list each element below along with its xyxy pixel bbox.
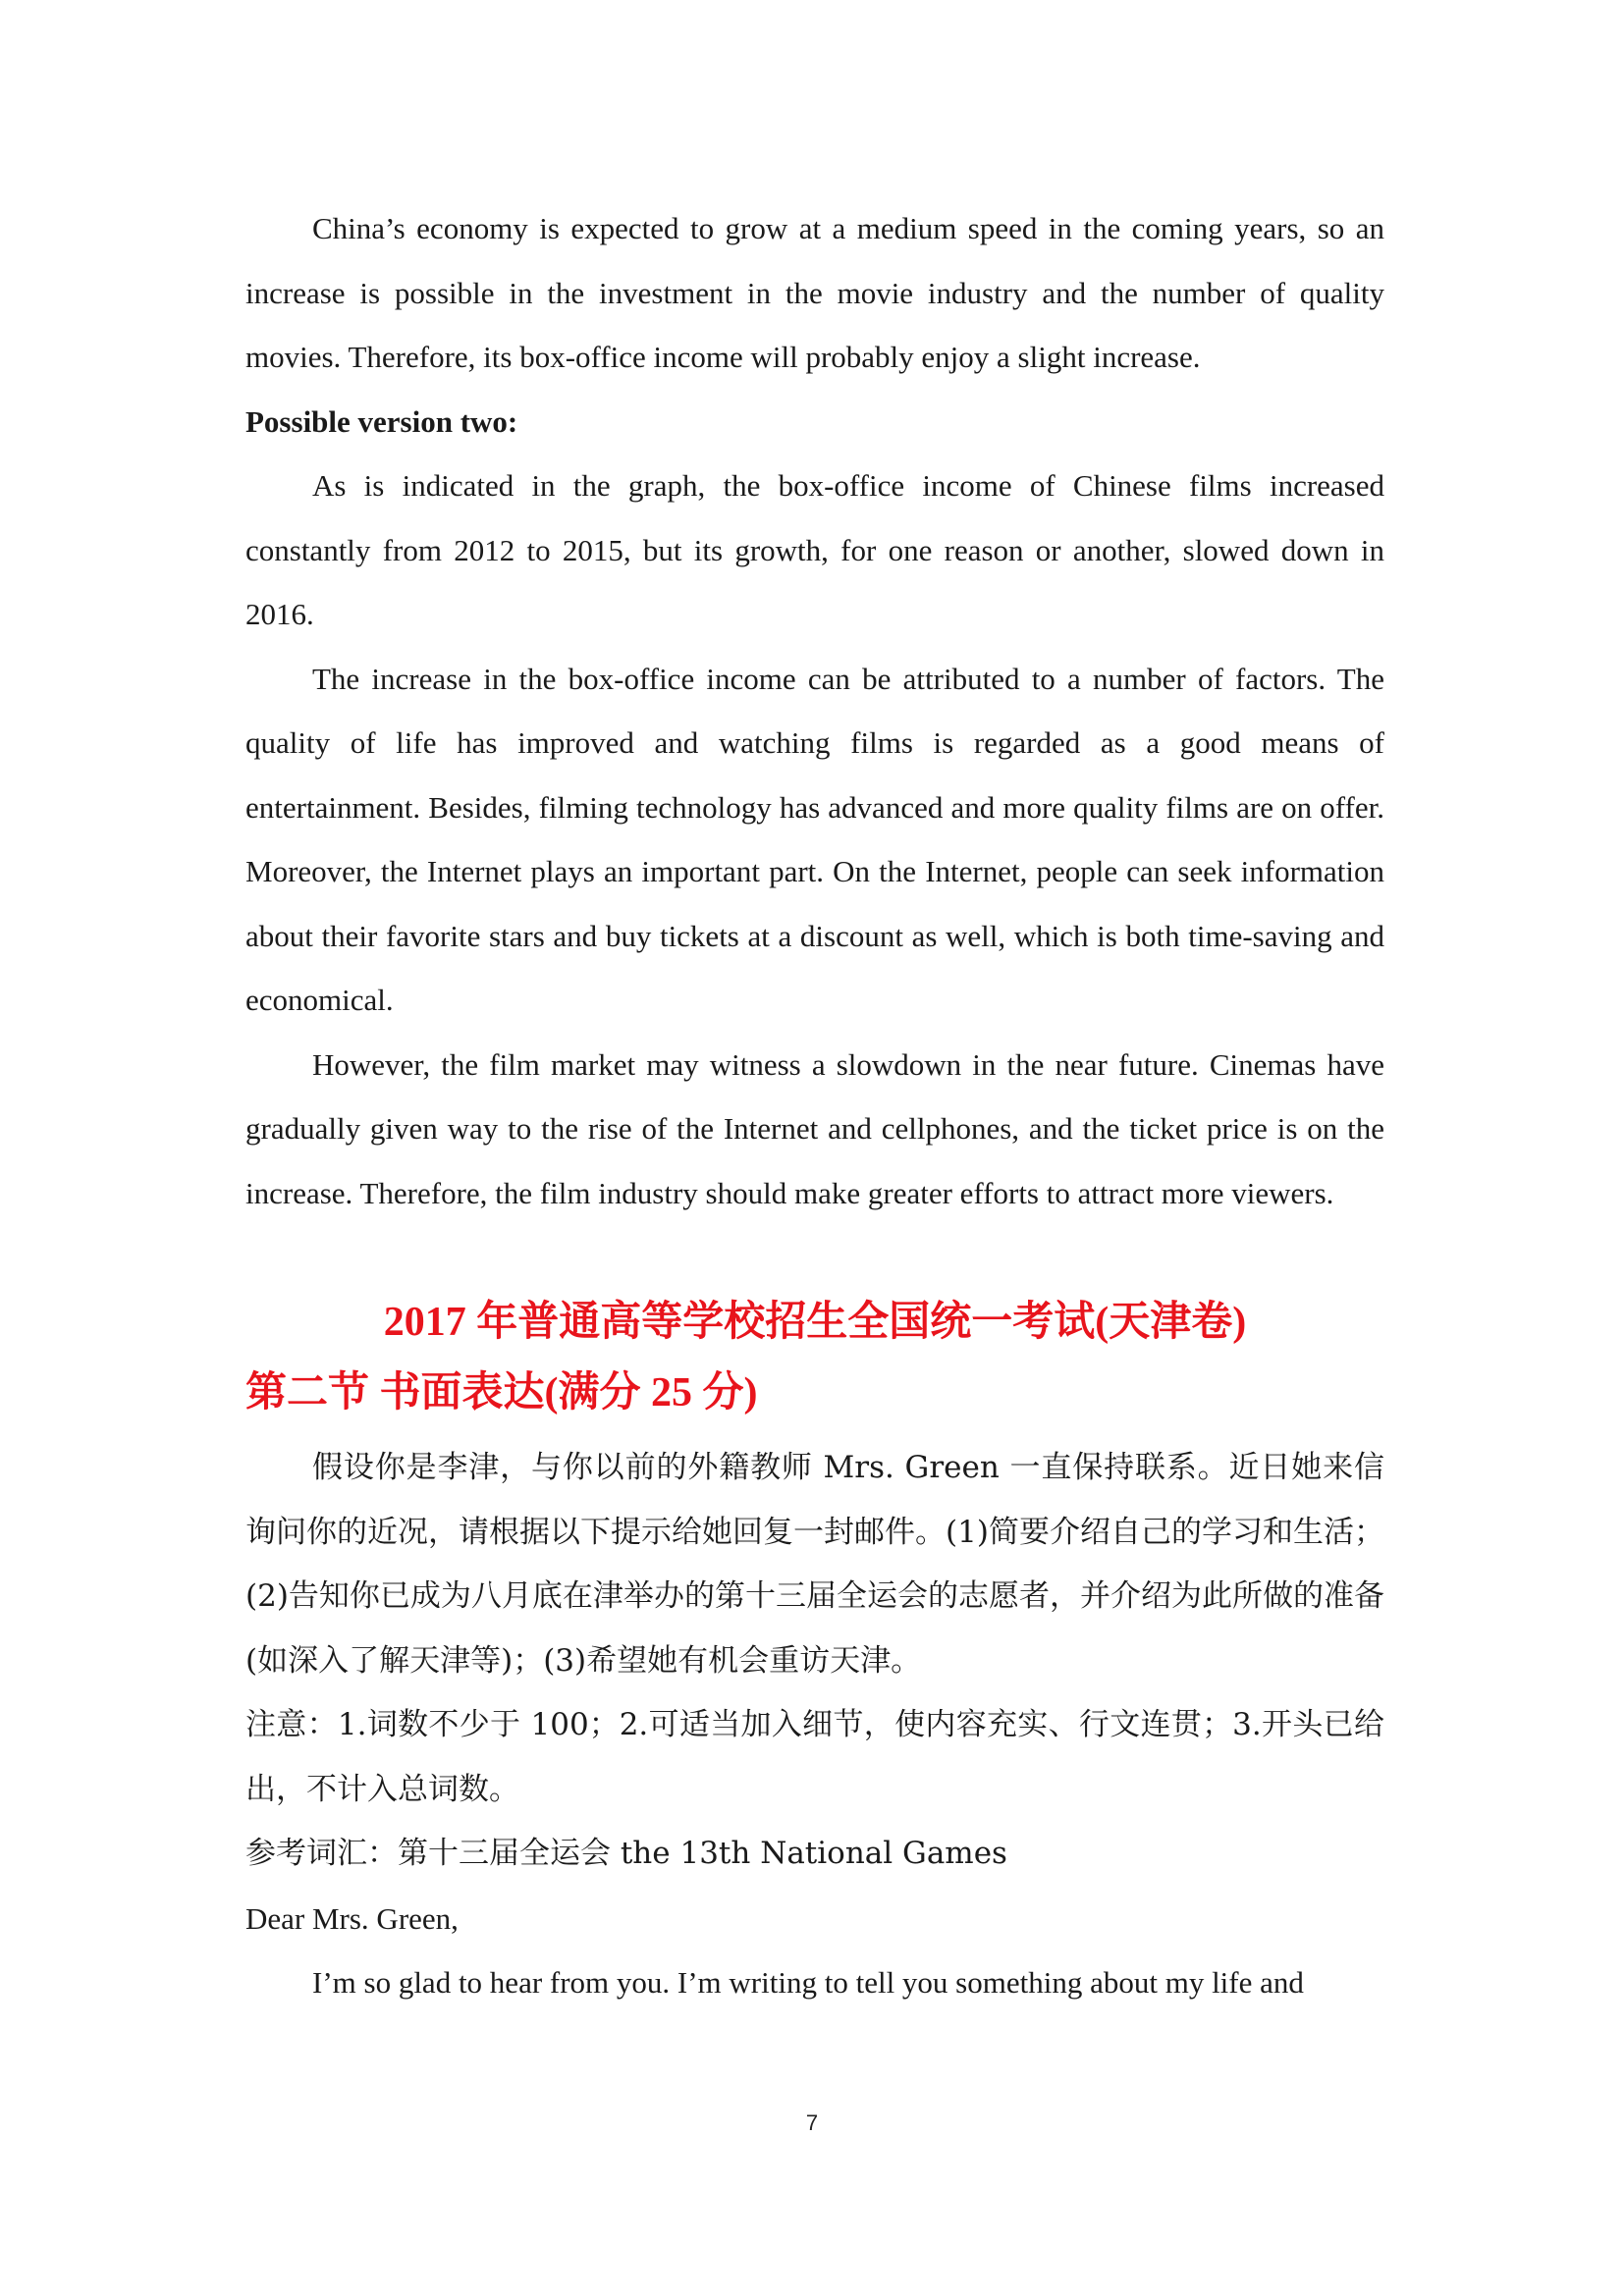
version-two-heading: Possible version two: [245,403,518,439]
spacer [245,1428,1384,1436]
spacer [245,1225,1384,1287]
letter-salutation: Dear Mrs. Green, [245,1900,459,1936]
exam-prompt: 假设你是李津，与你以前的外籍教师 Mrs. Green 一直保持联系。近日她来信询问你的近况，请根据以下提示给她回复一封邮件。(1)简要介绍自己的学习和生活；(2)告知你已成为八月底在津举办的第十三届全运会的志愿者，并介绍为此所做的准备(如深入了解天津等)；(3)希望她有机会重访天津。 [245,1450,1384,1679]
section-heading: 第二节 书面表达(满分 25 分) [245,1370,758,1415]
page-content [245,196,1384,2015]
essay-paragraph-graph: As is indicated in the graph, the box-office income of Chinese films increased constantly from 2012 to 2015, but its growth, for one reason or another, slowed down in 2016. [245,468,1384,631]
letter-opening: I’m so glad to hear from you. I’m writing to tell you something about my life and [312,1965,1304,2000]
exam-title: 2017 年普通高等学校招生全国统一考试(天津卷) [383,1300,1247,1345]
reference-vocabulary: 参考词汇：第十三届全运会 the 13th National Games [245,1836,1007,1871]
essay-paragraph-factors: The increase in the box-office income can be attributed to a number of factors. The quality of life has improved and watching films is regarded as a good means of entertainment. Besides, filming technology has advanced and more quality films are on offer. Moreover, the Internet plays an important part. On the Internet, people can seek information about their favorite stars and buy tickets at a discount as well, which is both time-saving and economical. [245,661,1384,1017]
exam-notes: 注意：1.词数不少于 100；2.可适当加入细节，使内容充实、行文连贯；3.开头已给出，不计入总词数。 [245,1707,1384,1807]
essay-paragraph-slowdown: However, the film market may witness a slowdown in the near future. Cinemas have gradually given way to the rise of the Internet and cellphones, and the ticket price is on the increase. Therefore, the film industry should make greater efforts to attract more viewers. [245,1046,1384,1210]
page-number: 7 [805,2110,819,2135]
essay-paragraph-economy: China’s economy is expected to grow at a medium speed in the coming years, so an increase is possible in the investment in the movie industry and the number of quality movies. Therefore, its box-office income will probably enjoy a slight increase. [245,211,1384,374]
